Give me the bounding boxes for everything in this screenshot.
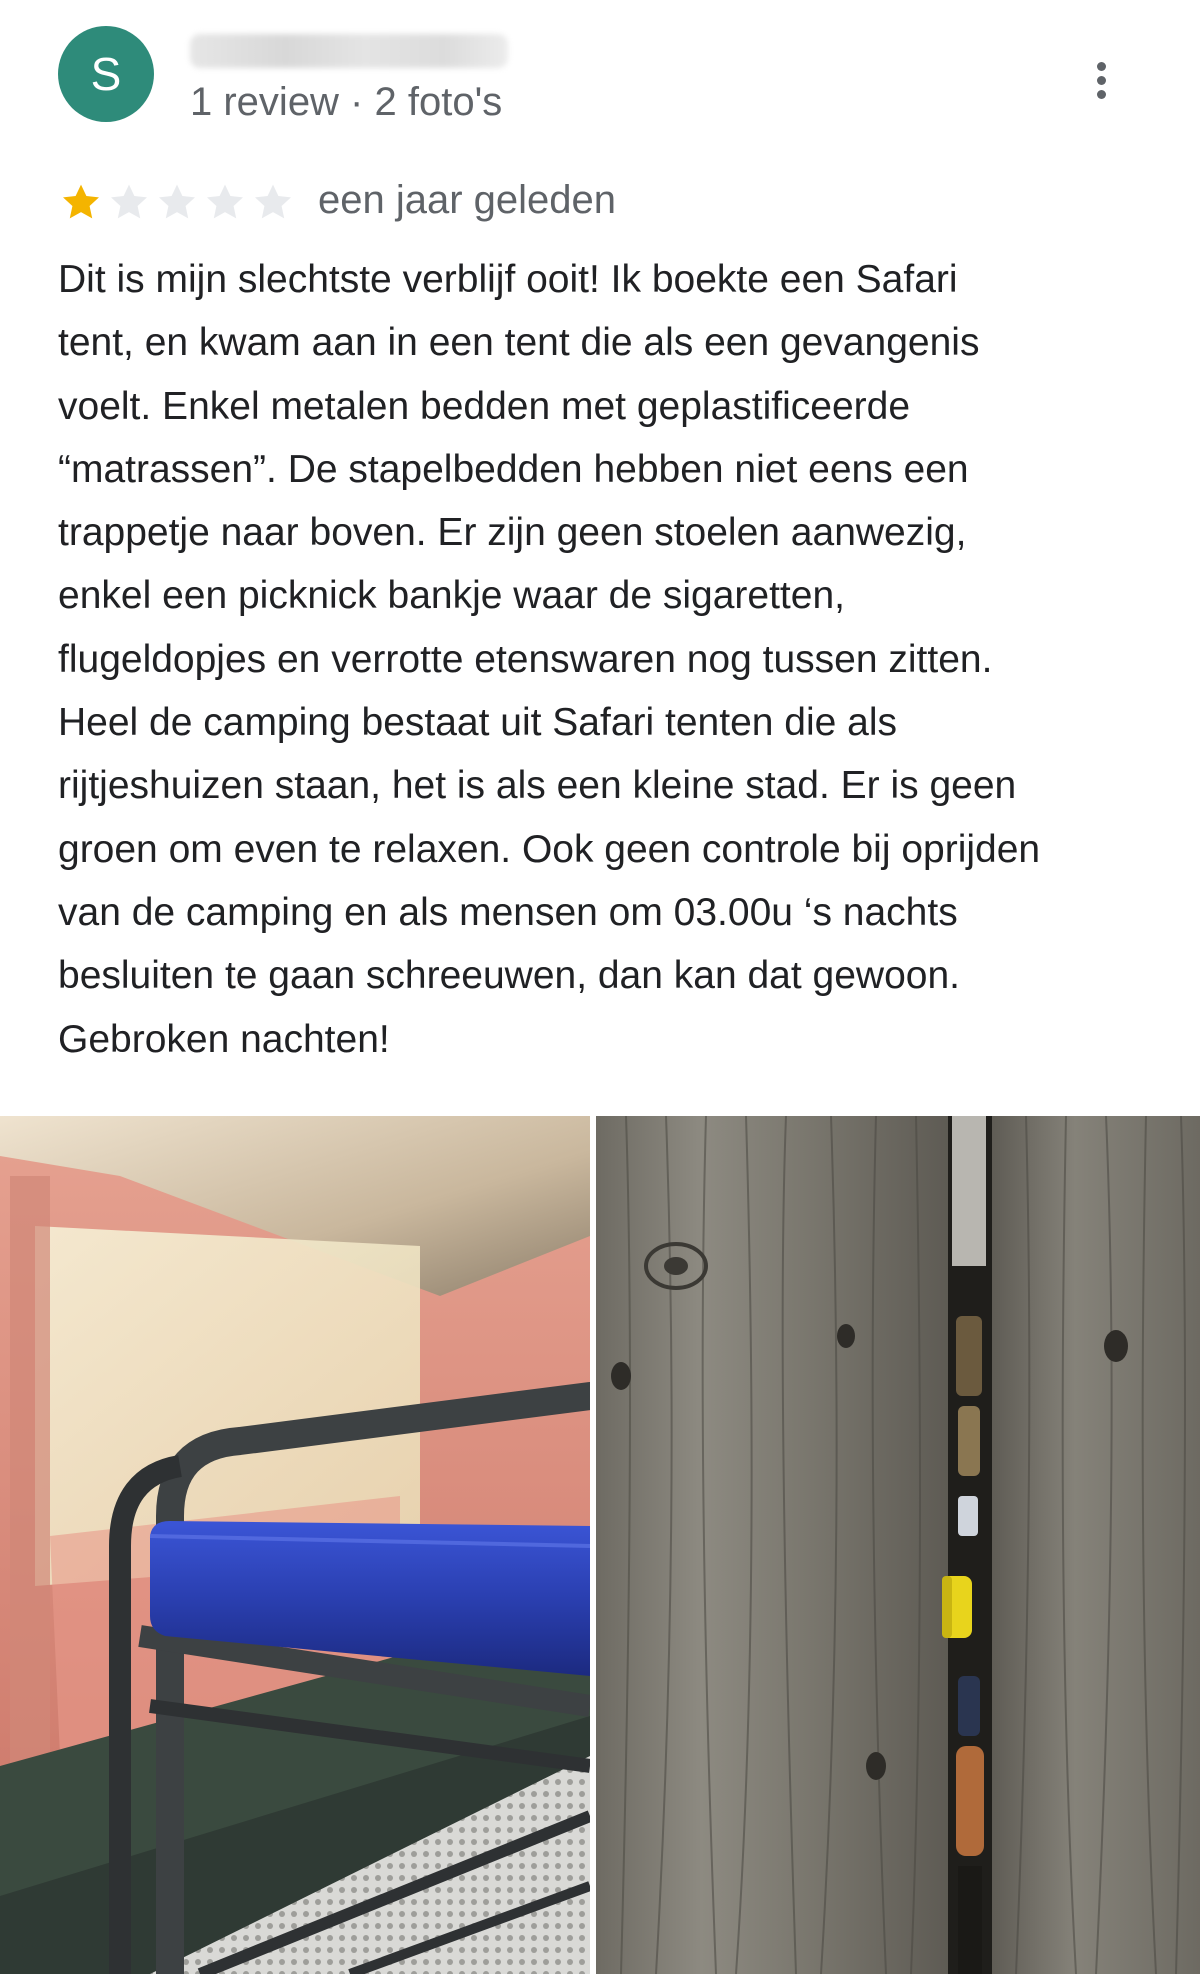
avatar[interactable]: [58, 26, 154, 122]
star-rating: [58, 180, 296, 224]
review-photo-bunk-bed[interactable]: [0, 1116, 590, 1974]
author-meta[interactable]: 1 review · 2 foto's: [190, 80, 503, 124]
review-text-line: voelt. Enkel metalen bedden met geplastificeerde: [58, 384, 911, 428]
bunk-bed-photo-illustration: [0, 1116, 590, 1974]
review-text-line: flugeldopjes en verrotte etenswaren nog tussen zitten.: [58, 637, 993, 681]
review-text-line: groen om even te relaxen. Ook geen controle bij oprijden: [58, 827, 1041, 871]
star-empty-icon: [202, 180, 248, 224]
star-empty-icon: [250, 180, 296, 224]
review-text-line: Dit is mijn slechtste verblijf ooit! Ik boekte een Safari: [58, 258, 958, 301]
review-text-line: besluiten te gaan schreeuwen, dan kan dat gewoon.: [58, 954, 960, 998]
review-text-line: van de camping en als mensen om 03.00u ‘s nachts: [58, 890, 958, 934]
author-name-redacted[interactable]: [190, 34, 508, 68]
review-photo-bench-planks[interactable]: [596, 1116, 1200, 1974]
review-text-line: Gebroken nachten!: [58, 1017, 390, 1061]
more-options-button[interactable]: [1080, 56, 1124, 106]
review-text-line: trappetje naar boven. Er zijn geen stoelen aanwezig,: [58, 511, 967, 555]
star-empty-icon: [154, 180, 200, 224]
avatar-initial: S: [90, 48, 122, 100]
review-text-line: rijtjeshuizen staan, het is als een kleine stad. Er is geen: [58, 764, 1017, 808]
review-timestamp: een jaar geleden: [318, 178, 617, 222]
star-filled-icon: [58, 180, 104, 224]
review-text-line: Heel de camping bestaat uit Safari tenten die als: [58, 701, 898, 745]
review-text-line: tent, en kwam aan in een tent die als een gevangenis: [58, 321, 980, 365]
bench-planks-photo-illustration: [596, 1116, 1200, 1974]
review-text: [58, 248, 1168, 1071]
star-empty-icon: [106, 180, 152, 224]
review-text-line: “matrassen”. De stapelbedden hebben niet eens een: [58, 447, 969, 491]
review-text-line: enkel een picknick bankje waar de sigaretten,: [58, 574, 845, 618]
